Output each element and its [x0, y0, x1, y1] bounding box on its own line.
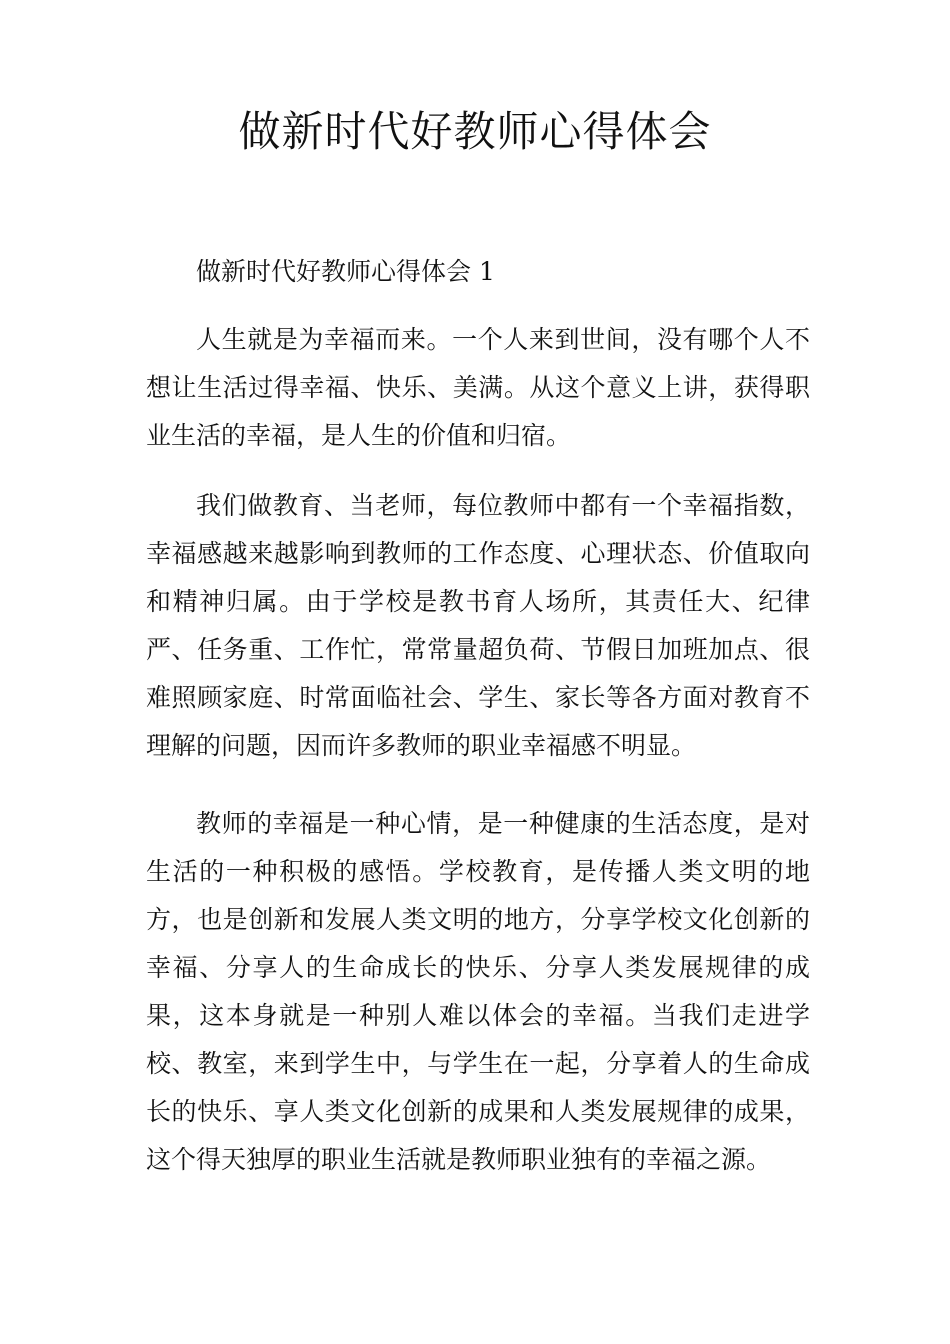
paragraph-1: 人生就是为幸福而来。一个人来到世间，没有哪个人不想让生活过得幸福、快乐、美满。从这个意义上讲，获得职业生活的幸福，是人生的价值和归宿。	[146, 325, 810, 450]
document-title: 做新时代好教师心得体会	[238, 107, 712, 156]
paragraph-3: 教师的幸福是一种心情，是一种健康的生活态度，是对生活的一种积极的感悟。学校教育，是传播人类文明的地方，也是创新和发展人类文明的地方，分享学校文化创新的幸福、分享人的生命成长的快乐、分享人类发展规律的成果，这本身就是一种别人难以体会的幸福。当我们走进学校、教室，来到学生中，与学生在一起，分享着人的生命成长的快乐、享人类文化创新的成果和人类发展规律的成果，这个得天独厚的职业生活就是教师职业独有的幸福之源。	[146, 809, 810, 1174]
section-heading: 做新时代好教师心得体会 1	[196, 257, 495, 286]
paragraph-2: 我们做教育、当老师，每位教师中都有一个幸福指数，幸福感越来越影响到教师的工作态度、心理状态、价值取向和精神归属。由于学校是教书育人场所，其责任大、纪律严、任务重、工作忙，常常量超负荷、节假日加班加点、很难照顾家庭、时常面临社会、学生、家长等各方面对教育不理解的问题，因而许多教师的职业幸福感不明显。	[146, 491, 810, 760]
